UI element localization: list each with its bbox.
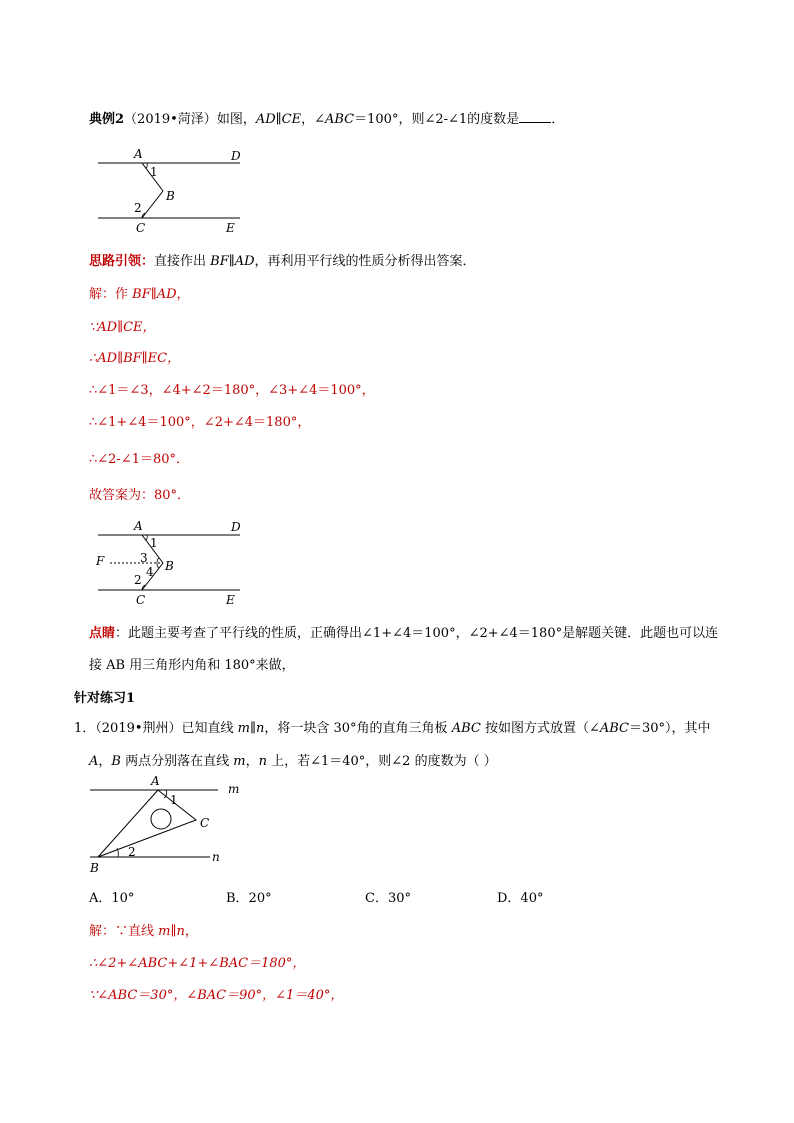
fig1-label-d: D <box>231 149 241 163</box>
figure-2 <box>90 518 250 610</box>
fig2-label-c: C <box>136 593 146 607</box>
example2-statement <box>89 108 564 127</box>
q1-text-d: ＝30°），其中 <box>629 721 711 736</box>
example2-text-b: ＝100°，则∠2-∠1的度数是 <box>354 112 520 127</box>
fig1-label-b: B <box>166 189 175 203</box>
solution-l1-suffix: ， <box>176 287 190 302</box>
solution-line-1 <box>89 283 190 302</box>
example2-source: （2019•菏泽） <box>124 112 217 127</box>
practice-heading: 针对练习1 <box>74 691 136 706</box>
fig1-label-e: E <box>226 221 235 235</box>
fig1-label-1: 1 <box>150 165 158 179</box>
solution2-line-3: ∵∠ABC＝30°，∠BAC＝90°，∠1＝40°， <box>89 988 344 1003</box>
q1-line-2 <box>89 750 497 769</box>
q1-l2-h: 上，若∠1＝40°，则∠2 的度数为（ ） <box>266 754 497 769</box>
fig2-label-1: 1 <box>150 536 158 550</box>
q1-l2-c: B <box>111 754 121 769</box>
hint-expr: BF∥AD <box>210 254 255 269</box>
solution-line-4: ∴∠1＝∠3，∠4+∠2＝180°，∠3+∠4＝100°， <box>89 383 375 398</box>
q1-text-a: 1．（2019•荆州）已知直线 <box>74 721 238 736</box>
fig3-label-c: C <box>200 816 210 830</box>
fig2-label-e: E <box>226 593 235 607</box>
solution-line-6: ∴∠2-∠1＝80°． <box>89 452 190 467</box>
solution-line-3: ∴AD∥BF∥EC， <box>89 351 181 366</box>
fig3-label-n: n <box>212 850 220 864</box>
example2-label: 典例2 <box>89 112 125 127</box>
example2-text: 如图， <box>216 112 256 127</box>
fig2-label-a: A <box>134 519 143 533</box>
comment-line-1 <box>89 622 718 641</box>
solution-line-5: ∴∠1+∠4＝100°，∠2+∠4＝180°， <box>89 415 311 430</box>
fig3-label-a: A <box>151 774 160 788</box>
comment-colon: ： <box>115 626 129 641</box>
q1-l2-a: A <box>89 754 99 769</box>
example2-cond1: AD∥CE <box>255 112 302 127</box>
solution2-line-2: ∴∠2+∠ABC+∠1+∠BAC＝180°， <box>89 956 306 971</box>
fig1-label-a: A <box>134 147 143 161</box>
q1-l2-f: ， <box>245 754 259 769</box>
hint-text-b: ，再利用平行线的性质分析得出答案． <box>254 254 476 269</box>
answer-blank <box>519 110 551 123</box>
fig1-label-2: 2 <box>134 201 142 215</box>
figure-1 <box>90 146 250 236</box>
fig3-label-1: 1 <box>170 793 178 807</box>
fig2-label-4: 4 <box>146 565 154 579</box>
q1-l2-b: ， <box>98 754 112 769</box>
hint-label: 思路引领： <box>89 254 155 269</box>
q1-mn: m∥n <box>237 721 265 736</box>
choice-d: D．40° <box>497 891 544 906</box>
q1-line-1 <box>74 717 711 736</box>
solution-l1-expr: BF∥AD <box>132 287 177 302</box>
figure-3 <box>86 772 256 877</box>
q1-l2-d: 两点分别落在直线 <box>120 754 234 769</box>
choice-b: B．20° <box>226 891 272 906</box>
solution-line-2: ∵AD∥CE， <box>89 320 156 335</box>
fig2-label-2: 2 <box>134 573 142 587</box>
solution-answer: 故答案为：80°． <box>89 488 191 503</box>
hint-text-a: 直接作出 <box>154 254 211 269</box>
fig3-label-2: 2 <box>128 845 136 859</box>
q1-angle: ∠ABC <box>588 721 629 736</box>
fig2-label-d: D <box>231 520 241 534</box>
solution2-l1-prefix: 解：∵直线 <box>89 924 159 939</box>
fig3-label-m: m <box>228 782 240 796</box>
fig2-label-b: B <box>165 559 174 573</box>
q1-text-c: 按如图方式放置（ <box>480 721 589 736</box>
fig2-label-f: F <box>96 554 105 568</box>
q1-text-b: ，将一块含 30°角的直角三角板 <box>264 721 452 736</box>
solution2-line-1 <box>89 920 198 939</box>
comment-label: 点睛 <box>89 626 116 641</box>
comment-line-2: 接 AB 用三角形内角和 180°来做， <box>89 658 295 673</box>
example2-cond2: ∠ABC <box>314 112 355 127</box>
solution2-l1-suffix: ， <box>184 924 198 939</box>
q1-l2-e: m <box>233 754 246 769</box>
q1-l2-g: n <box>258 754 267 769</box>
fig3-label-b: B <box>90 861 99 875</box>
solution-l1-prefix: 解：作 <box>89 287 133 302</box>
choice-a: A．10° <box>89 891 135 906</box>
solution2-l1-expr: m∥n <box>158 924 185 939</box>
example2-sep: ， <box>301 112 315 127</box>
comment-text-1: 此题主要考查了平行线的性质，正确得出∠1+∠4＝100°，∠2+∠4＝180°是解题关键．此题也可以连 <box>128 626 719 641</box>
example2-end: ． <box>551 112 565 127</box>
fig1-label-c: C <box>136 221 146 235</box>
choice-c: C．30° <box>365 891 411 906</box>
q1-abc: ABC <box>451 721 481 736</box>
fig2-label-3: 3 <box>140 551 148 565</box>
hint-line <box>89 250 476 269</box>
